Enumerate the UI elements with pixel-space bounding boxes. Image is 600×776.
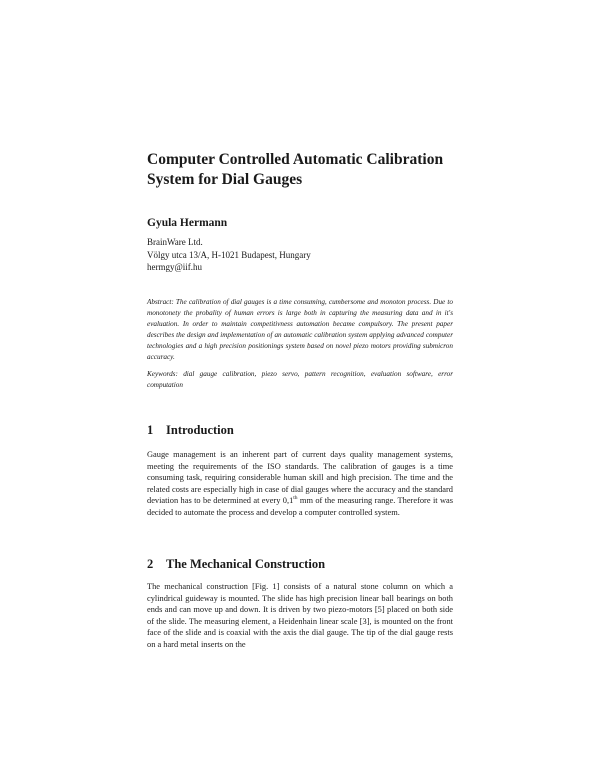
title-line-1: Computer Controlled Automatic Calibration	[147, 151, 444, 168]
section-heading-introduction	[147, 423, 234, 438]
section-number: 1	[147, 423, 154, 437]
affiliation-org: BrainWare Ltd.	[147, 237, 203, 247]
section-title: The Mechanical Construction	[166, 557, 326, 571]
author-email: hermgy@iif.hu	[147, 262, 203, 272]
author-name: Gyula Hermann	[147, 217, 228, 229]
introduction-paragraph	[147, 449, 453, 518]
affiliation-address: Völgy utca 13/A, H-1021 Budapest, Hungary	[147, 249, 311, 260]
title-line-2: System for Dial Gauges	[147, 171, 303, 188]
paper-title	[147, 150, 467, 190]
abstract: Abstract: The calibration of dial gauges is a time consuming, cumbersome and monoton process. Due to monotonety the probality of human errors is large both in capturing the measuring data and in it's evaluation. In order to maintain competitivness automation became compulsory. The present paper describes the design and implementation of an automatic calibration system applying advanced computer technologies and a high precision positionings system based on novel piezo motors providing submicron accuracy.	[147, 298, 453, 361]
author-affiliation	[147, 236, 311, 274]
keywords: Keywords: dial gauge calibration, piezo servo, pattern recognition, evaluation software, error computation	[147, 370, 453, 389]
introduction-text-part2: mm of the measuring range. Therefore it was decided to automate the process and develop a computer controlled system.	[147, 496, 454, 517]
section-title: Introduction	[166, 423, 234, 437]
section-number: 2	[147, 557, 154, 571]
introduction-text-part1: Gauge management is an inherent part of current days quality management systems, meeting the requirements of the ISO standards. The calibration of gauges is a time consuming task, requiring considerable human skill and high precision. The time and the related costs are especially high in case of dial gauges where the accuracy and the standard deviation has to be determined at every 0,1	[147, 450, 453, 505]
ordinal-superscript: th	[293, 495, 298, 502]
mechanical-construction-paragraph: The mechanical construction [Fig. 1] consists of a natural stone column on which a cylindrical guideway is mounted. The slide has high precision linear ball bearings on both ends and can move up and down. It is driven by two piezo-motors [5] placed on both side of the slide. The measuring element, a Heidenhain linear scale [3], is mounted on the front face of the slide and is coaxial with the axis the dial gauge. The tip of the dial gauge rests on a hard metal inserts on the	[147, 582, 453, 649]
section-heading-mechanical-construction	[147, 557, 325, 572]
